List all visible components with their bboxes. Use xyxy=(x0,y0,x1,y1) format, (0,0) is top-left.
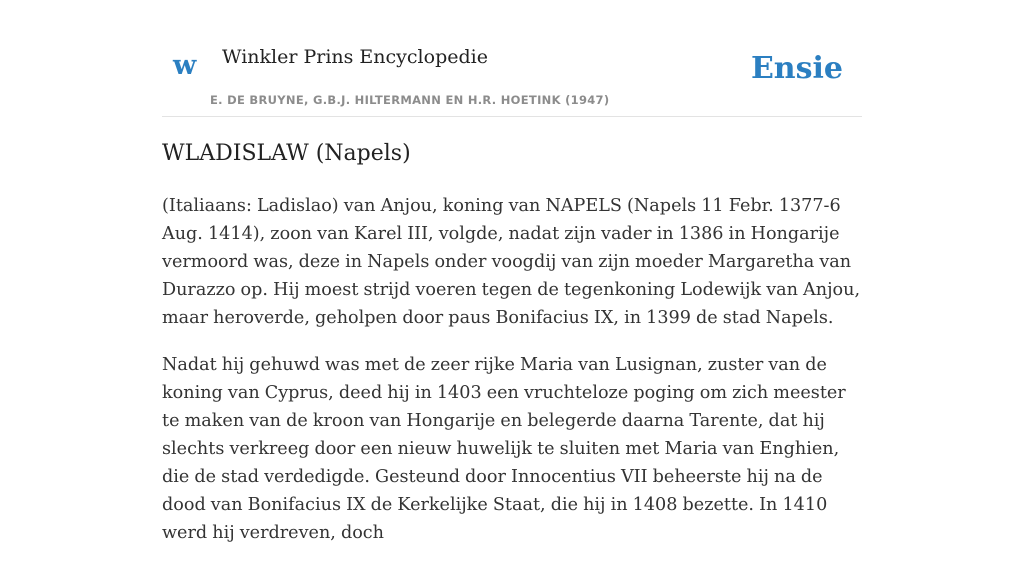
article-paragraph: (Italiaans: Ladislao) van Anjou, koning van NAPELS (Napels 11 Febr. 1377-6 Aug. 1414), zoon van Karel III, volgde, nadat zijn vader in 1386 in Hongarije vermoord was, deze in Napels onder voogdij van zijn moeder Margaretha van Durazzo op. Hij moest strijd voeren tegen de tegenkoning Lodewijk van Anjou, maar heroverde, geholpen door paus Bonifacius IX, in 1399 de stad Napels. xyxy=(162,196,861,328)
article-body xyxy=(162,192,862,566)
source-header xyxy=(162,0,862,117)
source-authors: E. DE BRUYNE, G.B.J. HILTERMANN EN H.R. HOETINK (1947) xyxy=(210,93,610,107)
article-paragraph: Nadat hij gehuwd was met de zeer rijke Maria van Lusignan, zuster van de koning van Cyprus, deed hij in 1403 een vruchteloze poging om zich meester te maken van de kroon van Hongarije en belegerde daarna Tarente, dat hij slechts verkreeg door een nieuw huwelijk te sluiten met Maria van Enghien, die de stad verdedigde. Gesteund door Innocentius VII beheerste hij na de dood van Bonifacius IX de Kerkelijke Staat, die hij in 1408 bezette. In 1410 werd hij verdreven, doch xyxy=(162,355,846,543)
ensie-logo-link[interactable]: Ensie xyxy=(750,51,843,86)
source-title-link[interactable]: Winkler Prins Encyclopedie xyxy=(222,46,488,68)
winkler-prins-logo-icon[interactable]: w xyxy=(173,50,197,81)
article-headword: WLADISLAW (Napels) xyxy=(162,141,411,166)
